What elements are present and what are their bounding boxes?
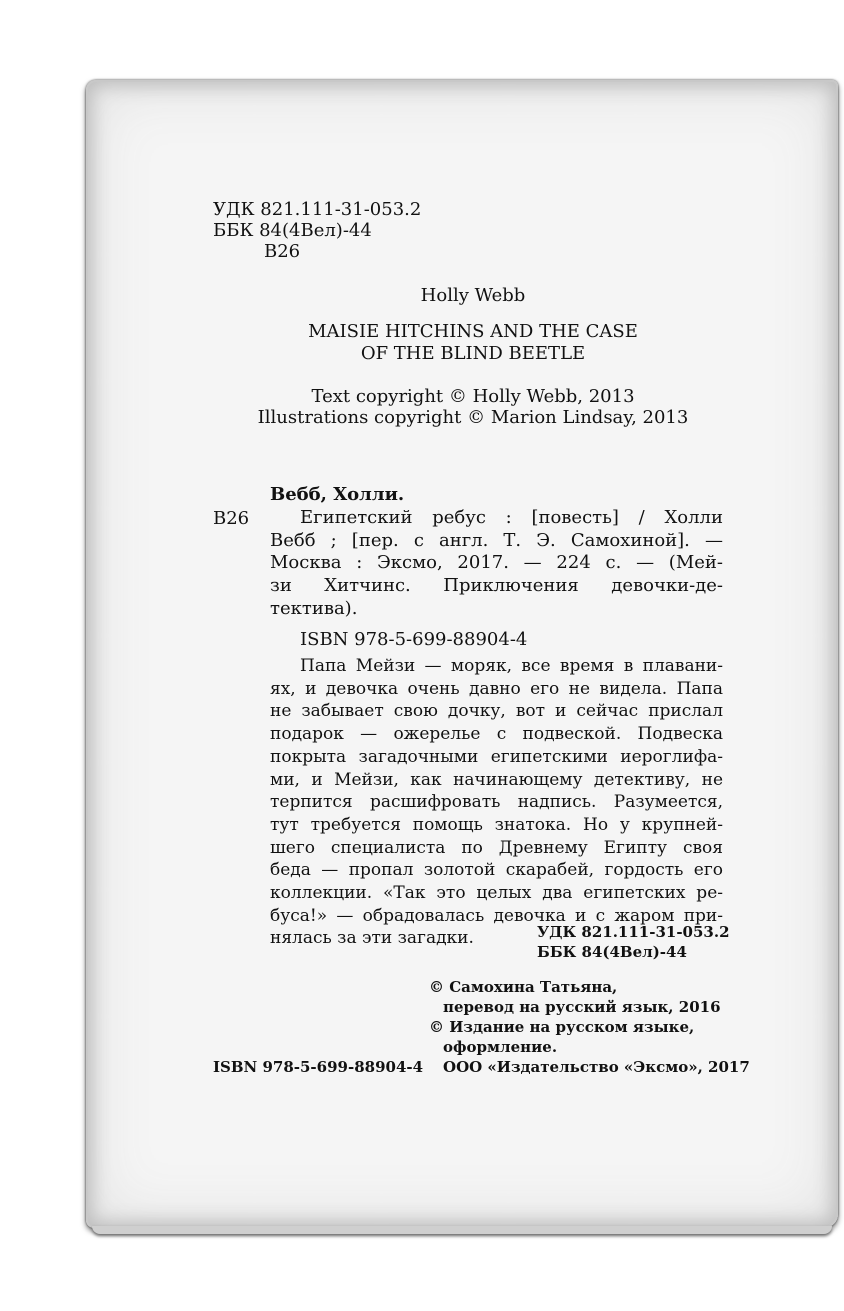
annotation-line: тут требуется помощь знатока. Но у крупней- (270, 814, 723, 835)
record-isbn: ISBN 978-5-699-88904-4 (300, 629, 528, 650)
annotation-line: не забывает свою дочку, вот и сейчас прислал (270, 701, 723, 722)
annotation-line: Папа Мейзи — моряк, все время в плавани- (300, 656, 723, 676)
record-line: тектива). (270, 597, 358, 619)
annotation-line: терпится расшифровать надпись. Разумеется, (270, 792, 723, 813)
bottom-udk-code: УДК 821.111-31-053.2 (537, 923, 730, 941)
copyright-edition: © Издание на русском языке, (429, 1018, 695, 1036)
record-line: Москва : Эксмо, 2017. — 224 с. — (Мей- (270, 552, 723, 574)
record-line: зи Хитчинс. Приключения девочки-де- (270, 575, 723, 597)
original-title-line2: OF THE BLIND BEETLE (360, 343, 586, 364)
annotation-line: шего специалиста по Древнему Египту своя (270, 837, 723, 858)
copyright-publisher: ООО «Издательство «Эксмо», 2017 (443, 1058, 750, 1076)
annotation (270, 655, 723, 950)
annotation-line: ми, и Мейзи, как начинающему детективу, не (270, 769, 723, 790)
udk-code: УДК 821.111-31-053.2 (213, 199, 422, 220)
annotation-line: коллекции. «Так это целых два египетских ре- (270, 883, 723, 904)
record-description (270, 507, 723, 621)
annotation-line: беда — пропал золотой скарабей, гордость его (270, 860, 723, 881)
original-title-line1: MAISIE HITCHINS AND THE CASE (308, 321, 638, 342)
copyright-translator: © Самохина Татьяна, (429, 978, 618, 996)
bbk-code: ББК 84(4Вел)-44 (213, 220, 372, 241)
bottom-bbk-code: ББК 84(4Вел)-44 (537, 943, 687, 961)
author-sign: В26 (264, 241, 301, 262)
annotation-line: ях, и девочка очень давно его не видела. Папа (270, 678, 723, 699)
record-line: Египетский ребус : [повесть] / Холли (300, 507, 723, 528)
record-line: Вебб ; [пер. с англ. Т. Э. Самохиной]. — (270, 529, 723, 551)
annotation-line: покрыта загадочными египетскими иероглифа- (270, 746, 723, 767)
copyright-translation: перевод на русский язык, 2016 (443, 998, 721, 1016)
annotation-line: подарок — ожерелье с подвеской. Подвеска (270, 724, 723, 745)
annotation-line: нялась за эти загадки. (270, 928, 474, 949)
record-heading: Вебб, Холли. (270, 484, 405, 505)
text-copyright: Text copyright © Holly Webb, 2013 (311, 386, 635, 407)
copyright-design: оформление. (443, 1038, 558, 1056)
bottom-isbn: ISBN 978-5-699-88904-4 (213, 1058, 424, 1076)
record-author-sign: В26 (213, 508, 250, 529)
annotation-line: буса!» — обрадовалась девочка и с жаром при- (270, 905, 723, 926)
illustrations-copyright: Illustrations copyright © Marion Lindsay, 2013 (257, 407, 689, 428)
original-author: Holly Webb (420, 285, 526, 306)
